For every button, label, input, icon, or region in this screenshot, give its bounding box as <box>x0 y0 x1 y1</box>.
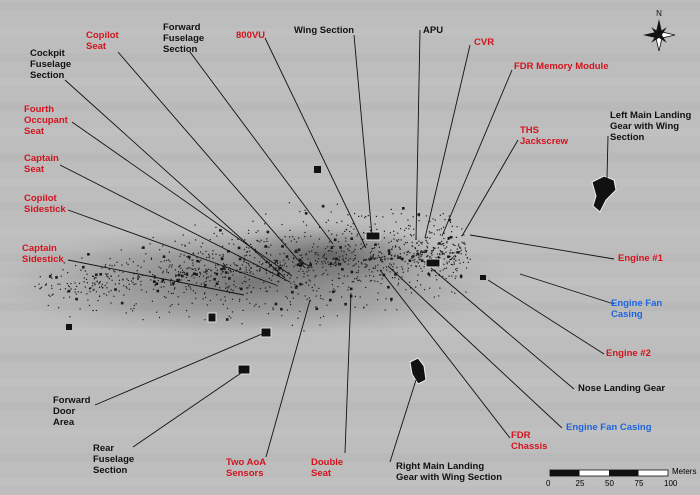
label-fdr-memory-module: FDR Memory Module <box>514 61 609 72</box>
label-engine-1: Engine #1 <box>618 253 663 264</box>
label-wing-section: Wing Section <box>294 25 355 36</box>
label-rear-fuselage-section: Rear Fuselage Section <box>93 443 135 476</box>
label-copilot-sidestick: Copilot Sidestick <box>24 193 66 215</box>
label-engine-fan-casing-upper: Engine Fan Casing <box>611 298 663 320</box>
label-fourth-occupant-seat: Fourth Occupant Seat <box>24 104 68 137</box>
misc-wreckage-2 <box>208 313 216 322</box>
label-engine-fan-casing-lower: Engine Fan Casing <box>566 422 652 433</box>
rear-fuselage-wreckage <box>238 365 250 374</box>
scale-tick-75: 75 <box>634 479 644 488</box>
scale-tick-25: 25 <box>575 479 585 488</box>
label-800vu: 800VU <box>236 30 266 41</box>
label-captain-sidestick: Captain Sidestick <box>22 243 64 265</box>
label-right-main-landing-gear: Right Main Landing Gear with Wing Section <box>396 461 503 483</box>
compass-north-label: N <box>656 9 662 18</box>
scale-tick-100: 100 <box>664 479 678 488</box>
label-left-main-landing-gear: Left Main Landing Gear with Wing Section <box>610 110 692 143</box>
label-cvr: CVR <box>474 37 495 48</box>
scale-unit: Meters <box>672 467 697 476</box>
label-cockpit-fuselage-section: Cockpit Fuselage Section <box>30 48 72 81</box>
label-two-aoa-sensors: Two AoA Sensors <box>226 457 267 479</box>
scale-bar <box>550 470 668 476</box>
misc-wreckage-4 <box>480 275 486 280</box>
misc-wreckage-1 <box>314 166 321 173</box>
misc-wreckage-3 <box>66 324 72 330</box>
engine-1-wreckage <box>426 259 440 267</box>
label-fdr-chassis: FDR Chassis <box>511 430 548 452</box>
label-double-seat: Double Seat <box>311 457 344 479</box>
scale-tick-50: 50 <box>605 479 614 488</box>
label-copilot-seat: Copilot Seat <box>86 30 119 52</box>
scale-tick-0: 0 <box>546 479 551 488</box>
label-forward-fuselage-section: Forward Fuselage Section <box>163 22 205 55</box>
label-ths-jackscrew: THS Jackscrew <box>520 125 569 147</box>
label-engine-2: Engine #2 <box>606 348 651 359</box>
label-captain-seat: Captain Seat <box>24 153 59 175</box>
label-apu: APU <box>423 25 444 36</box>
label-nose-landing-gear: Nose Landing Gear <box>578 383 666 394</box>
apu-wreckage <box>366 232 380 240</box>
label-forward-door-area: Forward Door Area <box>53 395 91 428</box>
forward-door-wreckage <box>261 328 271 337</box>
